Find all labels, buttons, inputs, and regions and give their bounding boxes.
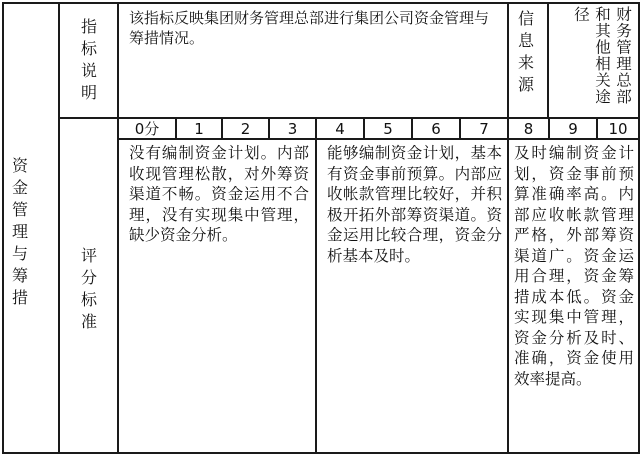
level-4-7-description: 能够编制资金计划，基本有资金事前预算。内部应收帐款管理比较好，并积极开拓外部筹资渠道。资金运用比较合理，资金分析基本及时。 [327,144,502,265]
level-divider [315,117,317,454]
indicator-header: 指标说明 [80,17,97,102]
column-divider [547,2,549,119]
score-5: 5 [383,120,393,138]
indicator-text: 该指标反映集团财务管理总部进行集团公司资金管理与筹措情况。 [129,9,490,47]
table-border-left [2,2,4,454]
column-divider [507,2,509,119]
level-8-10-description: 及时编制资金计划，资金事前预算准确率高。内部应收帐款管理严格，外部筹资渠道广。资金运用合理，资金筹措成本低。资金实现集中管理，资金分析及时、准确，资金使用效率提高。 [514,144,634,388]
score-2: 2 [240,120,251,138]
score-6: 6 [431,120,441,138]
table-border-bottom [2,452,640,454]
score-8: 8 [523,120,534,138]
score-0: 0分 [134,120,160,138]
info-source-header: 信息来源 [517,9,534,94]
info-source-value: 财务管理总部和其他相关途径 [572,6,632,105]
table-border-top [2,2,640,4]
score-9: 9 [568,120,578,138]
column-divider [58,2,60,454]
level-0-3-description: 没有编制资金计划。内部收现管理松散，对外筹资渠道不畅。资金运用不合理，没有实现集中管理，缺少资金分析。 [129,144,309,244]
score-1: 1 [194,120,204,138]
score-3: 3 [287,120,298,138]
score-4: 4 [335,120,345,138]
score-row-divider [117,138,640,140]
category-label: 资金管理与筹措 [11,156,28,307]
criteria-header: 评分标准 [80,246,97,331]
score-10: 10 [608,120,628,138]
table-border-right [638,2,640,454]
level-divider [507,117,509,454]
table-row-divider [58,117,640,119]
score-7: 7 [479,120,489,138]
column-divider [117,2,119,454]
